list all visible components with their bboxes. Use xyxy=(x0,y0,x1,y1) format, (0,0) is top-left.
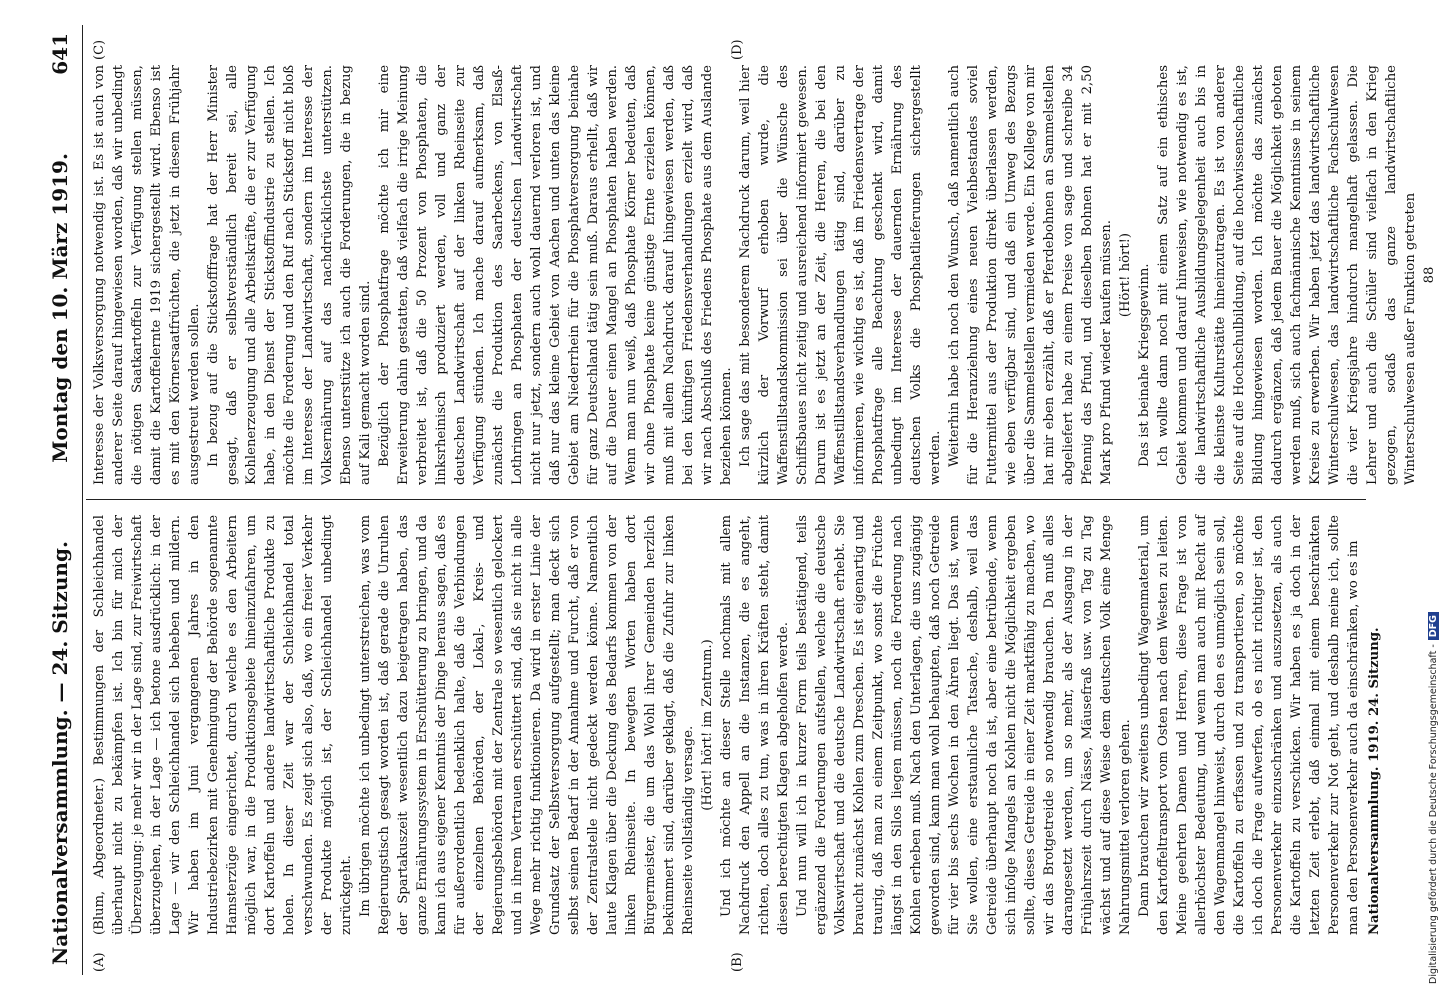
header-left: Nationalversammlung. — 24. Sitzung. xyxy=(48,541,72,965)
paragraph: (Blum, Abgeordneter.) Bestimmungen der Schleichhandel überhaupt nicht zu bekämpfen ist. Ich bin für mich der Überzeugung: je mehr wir in der Lage sind, zur Freiwirtschaft überzugehen, in der Lage — ich betone ausdrücklich: in der Lage — wir den Schleichhandel sich beheben und mildern. Wir haben im Juni vergangenen Jahres in den Industriebezirken mit Genehmigung der Behörde sogenannte Hamsterzüge eingerichtet, durch welche es den Arbeitern möglich war, in die Produktionsgebiete hineinzufahren, um dort Kartoffeln und andere landwirtschaftliche Produkte zu holen. In dieser Zeit war der Schleichhandel total verschwunden. Es zeigt sich also, daß, wo ein freier Verkehr der Produkte möglich ist, der Schleichhandel unbedingt zurückgeht. xyxy=(92,515,354,935)
digitization-text: Digitalisierung gefördert durch die Deutsche Forschungsgemeinschaft - xyxy=(1428,644,1439,984)
interjection: (Hört! hört!) xyxy=(1118,232,1133,318)
header-rule xyxy=(82,25,83,975)
margin-marker-a: (A) xyxy=(92,952,107,972)
paragraph: Ich sage das mit besonderem Nachdruck darum, weil hier kürzlich der Vorwurf erhoben wurde, die Waffenstillstandskommission sei über die Wünsche des Schiffsbaues nicht zeitig und ausreichend informiert gewesen. Darum ist es jetzt an der Zeit, die Herren, die bei den Waffenstillstandsverhandlungen tätig sind, darüber zu informieren, wie wichtig es ist, daß im Friedensvertrage der Phosphatfrage alle Beachtung geschenkt wird, damit unbedingt im Interesse der dauernden Ernährung des deutschen Volks die Phosphatlieferungen sichergestellt werden. xyxy=(738,65,943,485)
running-header xyxy=(40,25,80,975)
signature-mark: 88 xyxy=(1422,266,1437,284)
paragraph: Ich wollte dann noch mit einem Satz auf ein ethisches Gebiet kommen und darauf hinweisen, wie notwendig es ist, die landwirtschaftliche Ausbildungsgelegenheit auch bis in die kleinste Kulturstätte hineinzutragen. Es ist von anderer Seite auf die Hochschulbildung, auf die hochwissenschaftliche Bildung hingewiesen worden. Ich möchte das zunächst dadurch ergänzen, daß jedem Bauer die Möglichkeit geboten werden muß, sich auch fachmännische Kenntnisse in seinem Kreise zu erwerben. Wir haben jetzt das landwirtschaftliche Winterschulwesen, das landwirtschaftliche Fachschulwesen die vier Kriegsjahre hindurch mangelhaft gelassen. Die Lehrer und auch die Schüler sind vielfach in den Krieg gezogen, sodaß das ganze landwirtschaftliche Winterschulwesen außer Funktion getreten xyxy=(1156,65,1418,485)
paragraph: Bezüglich der Phosphatfrage möchte ich mir eine Erweiterung dahin gestatten, daß vielfach die irrige Meinung verbreitet ist, daß die 50 Prozent von Phosphaten, die linksrheinisch produziert werden, voll und ganz der deutschen Landwirtschaft auf der linken Rheinseite zur Verfügung stünden. Ich mache darauf aufmerksam, daß zunächst die Produktion des Saarbeckens, von Elsaß-Lothringen an Phosphaten der deutschen Landwirtschaft nicht nur jetzt, sondern auch wohl dauernd verloren ist, und daß nur das kleine Gebiet von Aachen und unten das kleine Gebiet am Niederrhein für die Phosphatversorgung beinahe für ganz Deutschland tätig sein muß. Daraus erhellt, daß wir auf die Dauer einen Mangel an Phosphaten haben werden. Wenn man nun weiß, daß Phosphate Körner bedeuten, daß wir ohne Phosphate keine günstige Ernte erzielen können, muß mit allem Nachdruck darauf hingewiesen werden, daß bei den künftigen Friedensverhandlungen erzielt wird, daß wir nach Abschluß des Friedens Phosphate aus dem Auslande beziehen können. xyxy=(377,65,734,485)
page-number: 641 xyxy=(48,33,72,75)
margin-marker-b: (B) xyxy=(730,952,745,972)
paragraph: Interesse der Volksversorgung notwendig ist. Es ist auch von anderer Seite darauf hingewiesen worden, daß wir unbedingt die nötigen Saatkartoffeln zur Verfügung stellen müssen, damit die Kartoffelernte 1919 sichergestellt wird. Ebenso ist es mit den Körnersaatfrüchten, die jetzt in diesem Frühjahr ausgestreut werden sollen. xyxy=(92,65,202,485)
dfg-logo: DFG xyxy=(1428,612,1439,640)
paragraph: Im übrigen möchte ich unbedingt unterstreichen, was vom Regierungstisch gesagt worden ist, daß gerade die Unruhen der Spartakuszeit wesentlich dazu beigetragen haben, das ganze Ernährungssystem in Erschütterung zu bringen, und da kann ich aus eigener Kenntnis der Dinge heraus sagen, daß es für außerordentlich bedenklich halte, daß die Verbindungen der einzelnen Behörden, der Lokal-, Kreis- und Regierungsbehörden mit der Zentrale so wesentlich gelockert und in ihrem Vertrauen erschüttert sind, daß sie nicht in alle Wege mehr richtig funktionieren. Da wird in erster Linie der Grundsatz der Selbstversorgung aufgestellt; man deckt sich selbst seinen Bedarf in der Annahme und Furcht, daß er von der Zentralstelle nicht gedeckt werden könne. Namentlich laute Klagen über die Deckung des Bedarfs kommen von der linken Rheinseite. In bewegten Worten haben dort Bürgermeister, die um das Wohl ihrer Gemeinden herzlich bekümmert sind, darüber geklagt, daß die Zufuhr zur linken Rheinseite vollständig versage. xyxy=(358,515,696,935)
margin-marker-d: (D) xyxy=(730,39,745,60)
interjection: (Hört! hört! im Zentrum.) xyxy=(700,639,715,811)
paragraph: Das ist beinahe Kriegsgewinn. xyxy=(1137,263,1152,467)
margin-marker-c: (C) xyxy=(92,39,107,60)
footer-line: Nationalversammlung. 1919. 24. Sitzung. xyxy=(1367,627,1382,935)
paragraph: Dann brauchen wir zweitens unbedingt Wagenmaterial, um den Kartoffeltransport vom Osten nach dem Westen zu leiten. Meine geehrten Damen und Herren, diese Frage ist von allerhöchster Bedeutung, und wenn man auch mit Recht auf den Wagenmangel hinweist, durch den es unmöglich sein soll, die Kartoffeln zu erfassen und zu transportieren, so möchte ich doch die Frage aufwerfen, ob es nicht richtiger ist, den Personenverkehr einzuschränken und auszusetzen, als auch die Kartoffeln zu verschicken. Wir haben es ja doch in der letzten Zeit erlebt, daß einmal mit einem beschränkten Personenverkehr zur Not geht, und deshalb meine ich, sollte man den Personenverkehr auch da einschränken, wo es im xyxy=(1137,515,1361,935)
column-divider xyxy=(86,499,1366,500)
column-right xyxy=(90,65,1437,485)
paragraph: Und ich möchte an dieser Stelle nochmals mit allem Nachdruck den Appell an die Instanzen, die es angeht, richten, doch alles zu tun, was in ihren Kräften steht, damit diesen berechtigten Klagen abgeholfen werde. xyxy=(719,515,791,935)
paragraph: Weiterhin habe ich noch den Wunsch, daß namentlich auch für die Heranziehung eines neuen Viehbestandes soviel Futtermittel aus der Produktion direkt überlassen werden, wie eben verfügbar sind, und daß ein Umweg des Bezugs über die Sammelstellen vermieden werde. Ein Kollege von mir hat mir eben erzählt, daß er Pferdebohnen an Sammelstellen abgeliefert habe zu einem Preise von sage und schreibe 34 Pfennig das Pfund, und dieselben Bohnen hat er mit 2,50 Mark pro Pfund wieder kaufen müssen. xyxy=(947,65,1114,485)
column-left xyxy=(90,515,1380,935)
header-center: Montag den 10. März 1919. xyxy=(48,153,72,463)
paragraph: Und nun will ich in kurzer Form teils bestätigend, teils ergänzend die Forderungen aufstellen, welche die deutsche Volkswirtschaft und die deutsche Landwirtschaft erhebt. Sie braucht zunächst Kohlen zum Dreschen. Es ist eigenartig und traurig, daß man zu einem Zeitpunkt, wo sonst die Früchte längst in den Silos liegen müssen, noch die Forderung nach Kohlen erheben muß. Nach den Unterlagen, die uns zugängig geworden sind, kann man wohl behaupten, daß noch Getreide für vier bis sechs Wochen in den Ähren liegt. Das ist, wenn Sie wollen, eine erstaunliche Tatsache, deshalb, weil das Getreide überhaupt noch da ist, aber eine betrübende, wenn sich infolge Mangels an Kohlen nicht die Möglichkeit ergeben sollte, dieses Getreide in einer Zeit marktfähig zu machen, wo wir das Brotgetreide so notwendig brauchen. Da muß alles darangesetzt werden, um so mehr, als der Ausgang in der Frühjahrszeit durch Nässe, Mäusefraß usw. von Tag zu Tag wächst und auf diese Weise dem deutschen Volk eine Menge Nahrungsmittel verloren gehen. xyxy=(795,515,1133,935)
paragraph: In bezug auf die Stickstofffrage hat der Herr Minister gesagt, daß er selbstverständlich bereit sei, alle Kohlenerzeugung und alle Arbeitskräfte, die er zur Verfügung habe, in den Dienst der Stickstoffindustrie zu stellen. Ich möchte die Forderung und den Ruf nach Stickstoff nicht bloß im Interesse der Landwirtschaft, sondern im Interesse der Volksernährung auf das nachdrücklichste unterstützen. Ebenso unterstütze ich auch die Forderungen, die in bezug auf Kali gemacht worden sind. xyxy=(206,65,373,485)
